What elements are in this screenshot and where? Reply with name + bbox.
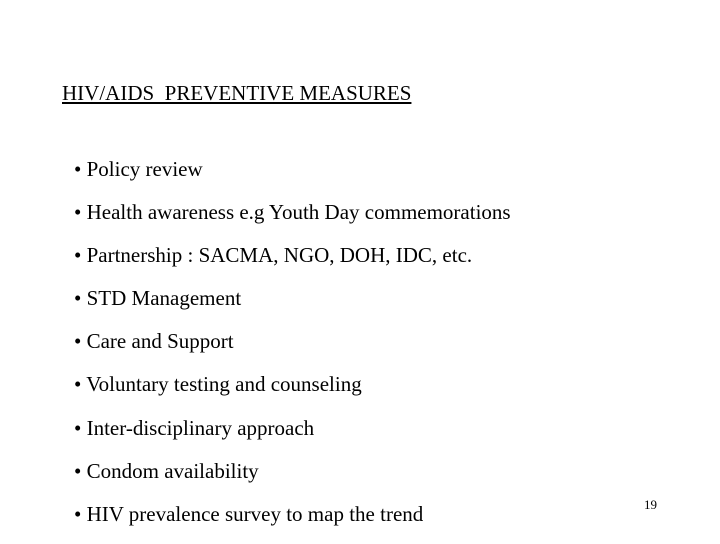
slide-title: HIV/AIDS PREVENTIVE MEASURES (62, 81, 412, 105)
bullet-item: • Inter-disciplinary approach (74, 415, 315, 440)
bullet-item: • Condom availability (74, 458, 259, 483)
bullet-item: • HIV prevalence survey to map the trend (74, 501, 424, 526)
bullet-item: • Care and Support (74, 329, 234, 354)
page-number: 19 (644, 497, 657, 512)
bullet-item: • STD Management (74, 286, 242, 311)
bullet-item: • Partnership : SACMA, NGO, DOH, IDC, etc. (74, 243, 473, 268)
bullet-item: • Health awareness e.g Youth Day commemorations (74, 200, 511, 225)
bullet-item: • Policy review (74, 157, 203, 181)
bullet-item: • Voluntary testing and counseling (74, 372, 362, 397)
bullet-list (74, 156, 511, 544)
